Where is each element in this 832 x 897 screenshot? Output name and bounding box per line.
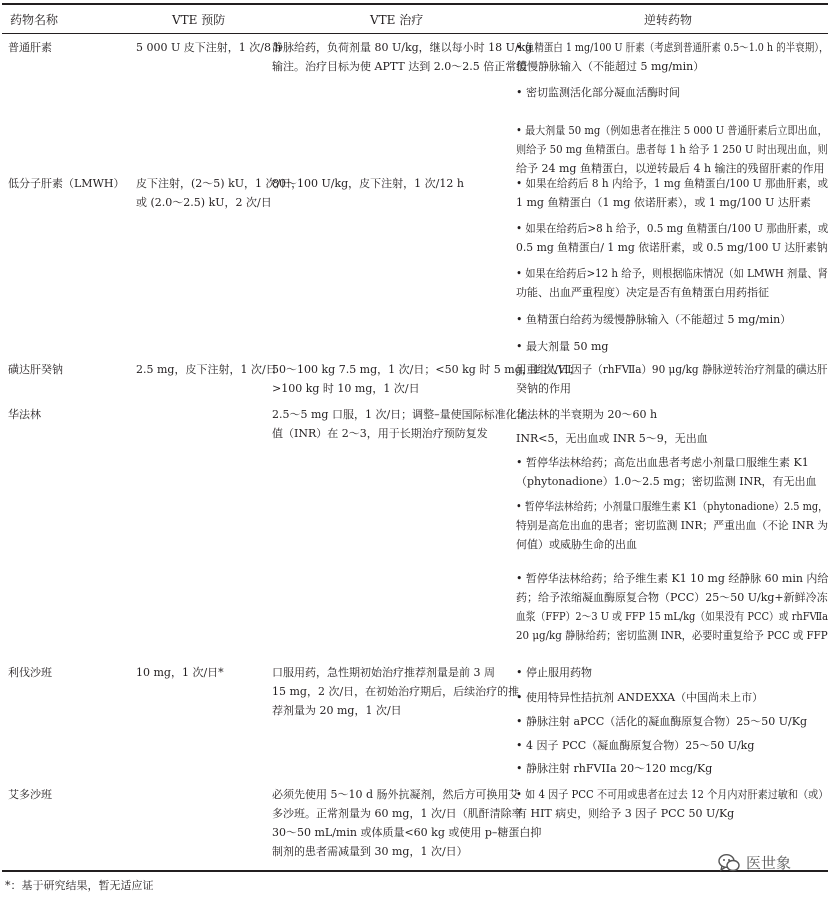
prevention-line: 2.5 mg，皮下注射，1 次/日 [136,363,277,376]
treatment-line: >100 kg 时 10 mg，1 次/日 [272,382,420,395]
watermark-text: 医世象 [746,854,792,872]
treatment-line: 口服用药，急性期初始治疗推荐剂量是前 3 周 [272,666,495,679]
treatment-line: 制剂的患者需减量到 30 mg，1 次/日） [272,845,468,858]
header-drug-name: 药物名称 [10,13,59,27]
reversal-line: INR<5，无出血或 INR 5～9，无出血 [516,432,708,445]
reversal-line: 药；给予浓缩凝血酶原复合物（PCC）25～50 U/kg+新鲜冷冻 [516,591,828,604]
prevention-line: 或 (2.0～2.5) kU，2 次/日 [136,196,272,209]
treatment-line: 80～100 U/kg，皮下注射，1 次/12 h [272,177,464,190]
header-vte-prevention: VTE 预防 [172,13,226,27]
watermark [718,852,791,873]
reversal-line: • 静脉注射 aPCC（活化的凝血酶原复合物）25～50 U/Kg [516,715,807,728]
treatment-line: 荐剂量为 20 mg，1 次/日 [272,704,402,717]
reversal-line: • 鱼精蛋白给药为缓慢静脉输入（不能超过 5 mg/min） [516,313,792,326]
reversal-line: 1 mg 鱼精蛋白（1 mg 依诺肝素），或 1 mg/100 U 达肝素 [516,196,811,209]
treatment-line: 静脉给药，负荷剂量 80 U/kg，继以每小时 18 U/kg [272,41,533,54]
reversal-line: • 暂停华法林给药；给予维生素 K1 10 mg 经静脉 60 min 内给 [516,572,829,585]
reversal-line: 华法林的半衰期为 20～60 h [516,408,658,421]
reversal-line: （phytonadione）1.0～2.5 mg；密切监测 INR，有无出血 [516,475,817,488]
prevention-line: 皮下注射，(2～5) kU，1 次/日， [136,177,303,190]
drug-name-cell: 艾多沙班 [8,788,52,801]
reversal-line: • 暂停华法林给药；小剂量口服维生素 K1（phytonadione）2.5 mg， [516,500,828,513]
reversal-line: • 密切监测活化部分凝血活酶时间 [516,86,680,99]
treatment-line: 值（INR）在 2～3，用于长期治疗预防复发 [272,427,488,440]
prevention-line: 5 000 U 皮下注射，1 次/8 h [136,41,282,54]
treatment-line: 15 mg，2 次/日，在初始治疗期后，后续治疗的推 [272,685,520,698]
reversal-line: 癸钠的作用 [516,382,571,395]
reversal-line: 用重组人Ⅶ因子（rhFⅦa）90 μg/kg 静脉逆转治疗剂量的磺达肝 [516,363,828,376]
reversal-line: • 静脉注射 rhFVIIa 20～120 mcg/Kg [516,762,713,775]
reversal-line: 特别是高危出血的患者；密切监测 INR；严重出血（不论 INR 为 [516,519,828,532]
reversal-line: 则给予 50 mg 鱼精蛋白。患者每 1 h 给予 1 250 U 时出现出血，则 [516,143,828,156]
drug-name-cell: 利伐沙班 [8,666,52,679]
reversal-line: 功能、出血严重程度）决定是否有鱼精蛋白用药指征 [516,286,769,299]
drug-name-cell: 低分子肝素（LMWH） [8,177,125,190]
reversal-line: • 鱼精蛋白 1 mg/100 U 肝素（考虑到普通肝素 0.5～1.0 h 的半衰期）， [516,41,829,54]
reversal-line: • 如果在给药后>12 h 给予，则根据临床情况（如 LMWH 剂量、肾 [516,267,828,280]
drug-name-cell: 磺达肝癸钠 [8,363,63,376]
header-vte-treatment: VTE 治疗 [370,13,424,27]
treatment-line: 50～100 kg 7.5 mg，1 次/日；<50 kg 时 5 mg，1 次/日； [272,363,580,376]
wechat-icon [718,853,740,873]
treatment-line: 2.5～5 mg 口服，1 次/日；调整–量使国际标准化比 [272,408,528,421]
treatment-line: 多沙班。正常剂量为 60 mg，1 次/日（肌酐清除率 [272,807,523,820]
reversal-line: • 最大剂量 50 mg [516,340,609,353]
drug-name-cell: 普通肝素 [8,41,52,54]
drug-name-cell: 华法林 [8,408,41,421]
reversal-line: 有 HIT 病史，则给予 3 因子 PCC 50 U/Kg [516,807,735,820]
table-top-rule [2,3,828,5]
reversal-line: 何值）或威胁生命的出血 [516,538,637,551]
reversal-line: • 暂停华法林给药；高危出血患者考虑小剂量口服维生素 K1 [516,456,809,469]
table-bottom-rule [2,870,828,872]
reversal-line: 血浆（FFP）2～3 U 或 FFP 15 mL/kg（如果没有 PCC）或 rhFⅦa [516,610,829,623]
treatment-line: 30～50 mL/min 或体质量<60 kg 或使用 p–糖蛋白抑 [272,826,542,839]
prevention-line: 10 mg，1 次/日* [136,666,224,679]
header-reversal-drug: 逆转药物 [644,13,693,27]
header-bottom-rule [2,33,828,34]
reversal-line: 缓慢静脉输入（不能超过 5 mg/min） [516,60,705,73]
reversal-line: 20 μg/kg 静脉给药；密切监测 INR，必要时重复给予 PCC 或 FFP [516,629,828,642]
reversal-line: • 最大剂量 50 mg（例如患者在推注 5 000 U 普通肝素后立即出血， [516,124,828,137]
reversal-line: 0.5 mg 鱼精蛋白/ 1 mg 依诺肝素，或 0.5 mg/100 U 达肝素钠 [516,241,828,254]
reversal-line: • 如 4 因子 PCC 不可用或患者在过去 12 个月内对肝素过敏和（或） [516,788,829,801]
reversal-line: • 使用特异性拮抗剂 ANDEXXA（中国尚未上市） [516,691,764,704]
reversal-line: • 如果在给药后>8 h 给予，0.5 mg 鱼精蛋白/100 U 那曲肝素，或 [516,222,829,235]
reversal-line: • 停止服用药物 [516,666,592,679]
reversal-line: 给予 24 mg 鱼精蛋白，以逆转最后 4 h 输注的残留肝素的作用 [516,162,825,175]
treatment-line: 输注。治疗目标为使 APTT 达到 2.0～2.5 倍正常值 [272,60,528,73]
reversal-line: • 4 因子 PCC（凝血酶原复合物）25～50 U/kg [516,739,755,752]
treatment-line: 必须先使用 5～10 d 肠外抗凝剂，然后方可换用艾 [272,788,520,801]
table-footnote: *：基于研究结果，暂无适应证 [5,879,154,892]
reversal-line: • 如果在给药后 8 h 内给予，1 mg 鱼精蛋白/100 U 那曲肝素，或 [516,177,828,190]
